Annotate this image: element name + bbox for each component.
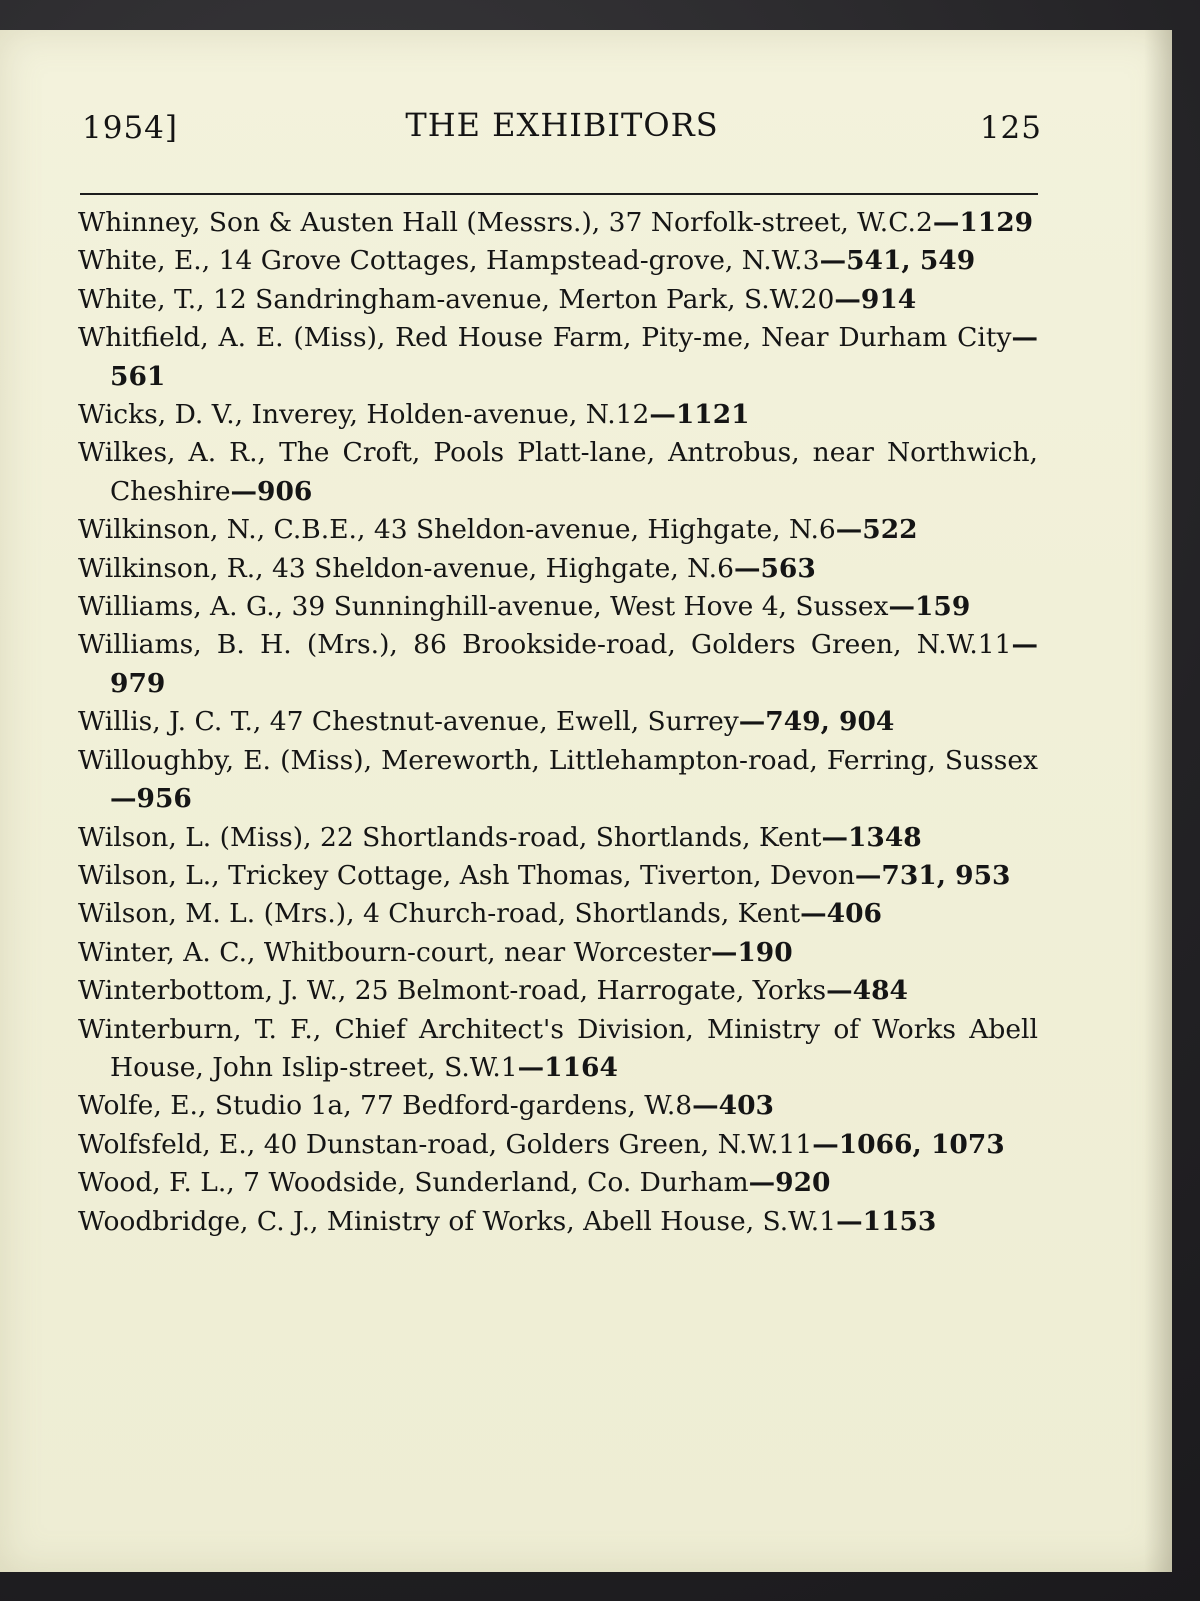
exhibitor-name: Wilson, M. L. (Mrs.), — [78, 898, 355, 930]
exhibitor-address: 43 Sheldon-avenue, Highgate, N.6 — [272, 552, 734, 584]
exhibitor-address: 37 Norfolk-street, W.C.2 — [608, 207, 933, 238]
exhibitor-entry — [78, 742, 1038, 819]
exhibitor-entry — [78, 895, 1038, 933]
exhibitor-entry — [78, 588, 1038, 626]
exhibitor-entry — [78, 242, 1038, 280]
exhibit-numbers: —563 — [733, 552, 816, 584]
exhibitor-name: Wood, F. L., — [78, 1167, 235, 1199]
exhibitor-entry — [78, 857, 1038, 895]
exhibit-numbers: —561 — [110, 322, 1038, 392]
exhibitor-address: Red House Farm, Pity-me, Near Durham City — [395, 322, 1012, 354]
exhibitor-name: Wilkinson, N., C.B.E., — [78, 514, 366, 546]
exhibitor-entry — [78, 550, 1038, 588]
exhibitor-entry — [78, 396, 1038, 434]
exhibitor-entry — [78, 626, 1038, 703]
exhibitor-name: Whitfield, A. E. (Miss), — [78, 322, 386, 354]
exhibitor-name: Wolfe, E., — [78, 1090, 207, 1122]
exhibitor-name: Williams, B. H. (Mrs.), — [78, 629, 398, 661]
exhibitor-list — [78, 204, 1038, 1241]
header-rule — [80, 193, 1038, 195]
exhibitor-address: Mereworth, Littlehampton-road, Ferring, Sussex — [381, 744, 1038, 776]
page-number: 125 — [979, 110, 1042, 146]
exhibit-numbers: —906 — [230, 475, 313, 507]
exhibitor-address: Inverey, Holden-avenue, N.12 — [251, 399, 650, 431]
page-edge-shadow — [1144, 30, 1172, 1572]
exhibit-numbers: —541, 549 — [819, 245, 976, 277]
exhibit-numbers: —522 — [835, 514, 918, 546]
exhibitor-address: 14 Grove Cottages, Hampstead-grove, N.W.3 — [218, 245, 820, 277]
exhibitor-entry — [78, 204, 1038, 242]
exhibit-numbers: —484 — [826, 975, 908, 1007]
exhibitor-address: 7 Woodside, Sunderland, Co. Durham — [243, 1167, 749, 1199]
exhibitor-name: Whinney, Son & Austen Hall (Messrs.), — [78, 207, 601, 238]
exhibitor-name: White, E., — [78, 245, 211, 277]
exhibitor-name: Winter, A. C., — [78, 936, 256, 968]
exhibitor-entry — [78, 972, 1038, 1010]
exhibitor-address: 43 Sheldon-avenue, Highgate, N.6 — [373, 514, 836, 546]
exhibitor-address: 4 Church-road, Shortlands, Kent — [362, 898, 801, 930]
exhibit-numbers: —403 — [692, 1090, 774, 1122]
exhibitor-address: Trickey Cottage, Ash Thomas, Tiverton, Devon — [228, 859, 855, 891]
exhibitor-address: Whitbourn-court, near Worcester — [263, 936, 711, 968]
running-header — [82, 106, 1042, 154]
exhibitor-address: Chief Architect's Division, Ministry of Works Abell House, John Islip-street, S.W.1 — [110, 1013, 1038, 1083]
exhibitor-name: Wilson, L. (Miss), — [78, 821, 312, 853]
exhibitor-address: 12 Sandringham-avenue, Merton Park, S.W.20 — [213, 283, 835, 315]
exhibitor-address: 25 Belmont-road, Harrogate, Yorks — [354, 975, 827, 1007]
exhibitor-name: Wolfsfeld, E., — [78, 1128, 256, 1160]
exhibitor-entry — [78, 819, 1038, 857]
exhibitor-address: Studio 1a, 77 Bedford-gardens, W.8 — [214, 1090, 693, 1122]
exhibit-numbers: —956 — [110, 783, 192, 815]
exhibitor-address: 86 Brookside-road, Golders Green, N.W.11 — [413, 629, 1012, 661]
exhibitor-entry — [78, 1126, 1038, 1164]
exhibit-numbers: —920 — [748, 1167, 831, 1199]
exhibitor-entry — [78, 434, 1038, 511]
exhibitor-name: Woodbridge, C. J., — [78, 1205, 319, 1237]
exhibitor-name: Williams, A. G., — [78, 591, 284, 623]
exhibit-numbers: —1121 — [649, 399, 750, 431]
exhibitor-entry — [78, 934, 1038, 972]
exhibit-numbers: —1066, 1073 — [812, 1128, 1005, 1160]
exhibitor-entry — [78, 1011, 1038, 1088]
exhibit-numbers: —1153 — [836, 1205, 937, 1237]
exhibitor-address: 47 Chestnut-avenue, Ewell, Surrey — [269, 706, 739, 738]
exhibit-numbers: —1129 — [932, 207, 1034, 238]
exhibit-numbers: —1348 — [821, 821, 922, 853]
exhibitor-name: Wilkinson, R., — [78, 552, 264, 584]
exhibit-numbers: —406 — [800, 898, 882, 930]
exhibit-numbers: —1164 — [517, 1051, 618, 1083]
exhibitor-entry — [78, 511, 1038, 549]
exhibit-numbers: —914 — [834, 283, 917, 315]
exhibitor-name: Wilson, L., — [78, 859, 220, 891]
header-year: 1954] — [82, 110, 178, 146]
exhibitor-address: 22 Shortlands-road, Shortlands, Kent — [319, 821, 822, 853]
exhibit-numbers: —979 — [110, 629, 1038, 699]
exhibitor-entry — [78, 281, 1038, 319]
exhibitor-name: Winterburn, T. F., — [78, 1013, 322, 1045]
exhibitor-entry — [78, 703, 1038, 741]
exhibitor-name: Wilkes, A. R., — [78, 437, 266, 469]
exhibitor-name: Wicks, D. V., — [78, 399, 244, 431]
exhibitor-name: Winterbottom, J. W., — [78, 975, 347, 1007]
exhibitor-address: 39 Sunninghill-avenue, West Hove 4, Sussex — [291, 591, 889, 623]
exhibitor-entry — [78, 319, 1038, 396]
exhibitor-entry — [78, 1164, 1038, 1202]
exhibitor-name: Willoughby, E. (Miss), — [78, 744, 373, 776]
exhibitor-address: 40 Dunstan-road, Golders Green, N.W.11 — [263, 1128, 813, 1160]
header-title: THE EXHIBITORS — [405, 106, 719, 144]
exhibit-numbers: —731, 953 — [854, 859, 1011, 891]
exhibit-numbers: —159 — [888, 591, 971, 623]
exhibitor-name: White, T., — [78, 283, 205, 315]
exhibitor-name: Willis, J. C. T., — [78, 706, 262, 738]
exhibitor-entry — [78, 1203, 1038, 1241]
exhibitor-address: The Croft, Pools Platt-lane, Antrobus, near Northwich, Cheshire — [110, 437, 1038, 507]
exhibitor-address: Ministry of Works, Abell House, S.W.1 — [326, 1205, 837, 1237]
exhibitor-entry — [78, 1087, 1038, 1125]
exhibit-numbers: —190 — [710, 936, 793, 968]
exhibit-numbers: —749, 904 — [738, 706, 895, 738]
